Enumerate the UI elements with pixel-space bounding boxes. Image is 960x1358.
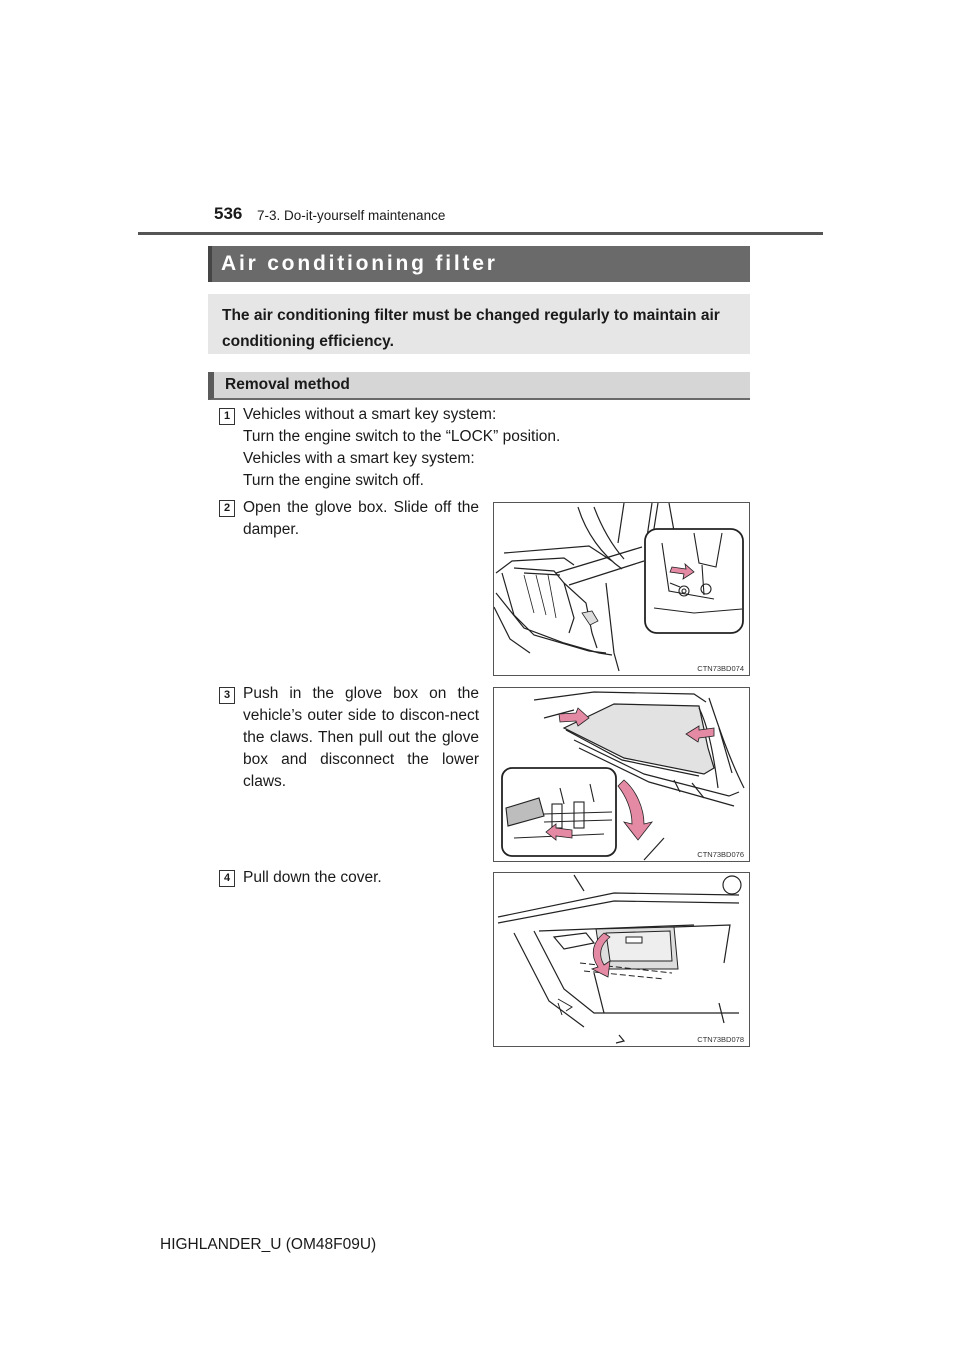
step-number-1: 1	[219, 408, 235, 425]
step-2-text: Open the glove box. Slide off the damper.	[243, 499, 479, 538]
step-1-line-1: Vehicles without a smart key system:	[243, 406, 497, 423]
figure-code-4: CTN73BD078	[697, 1035, 744, 1044]
step-1-line-4: Turn the engine switch off.	[243, 472, 424, 489]
step-number-4: 4	[219, 870, 235, 887]
intro-box: The air conditioning filter must be changed regularly to maintain air conditioning efficiency.	[208, 294, 750, 354]
step-3-text: Push in the glove box on the vehicle’s outer side to discon-nect the claws. Then pull out the glove box and disconnect the lower claws.	[243, 685, 479, 790]
step-number-3: 3	[219, 687, 235, 704]
figure-code-2: CTN73BD074	[697, 664, 744, 673]
page-footer: HIGHLANDER_U (OM48F09U)	[160, 1236, 377, 1253]
figure-glove-box-claws	[493, 687, 750, 862]
section-title: 7-3. Do-it-yourself maintenance	[257, 208, 446, 223]
glove-box-claws-illustration	[494, 688, 749, 861]
step-1-line-3: Vehicles with a smart key system:	[243, 450, 475, 467]
figure-code-3: CTN73BD076	[697, 850, 744, 859]
filter-cover-illustration	[494, 873, 749, 1046]
step-1-line-2: Turn the engine switch to the “LOCK” position.	[243, 428, 561, 445]
glove-box-damper-illustration	[494, 503, 749, 675]
step-number-2: 2	[219, 500, 235, 517]
page-title: Air conditioning filter	[221, 252, 498, 275]
header-rule	[138, 232, 823, 235]
figure-filter-cover	[493, 872, 750, 1047]
page-number: 536	[214, 204, 243, 223]
subsection-title: Removal method	[225, 376, 350, 393]
step-1-text	[243, 404, 743, 492]
page-title-bar	[208, 246, 750, 282]
step-4-text: Pull down the cover.	[243, 869, 382, 886]
figure-glove-box-damper	[493, 502, 750, 676]
subsection-bar	[208, 372, 750, 400]
